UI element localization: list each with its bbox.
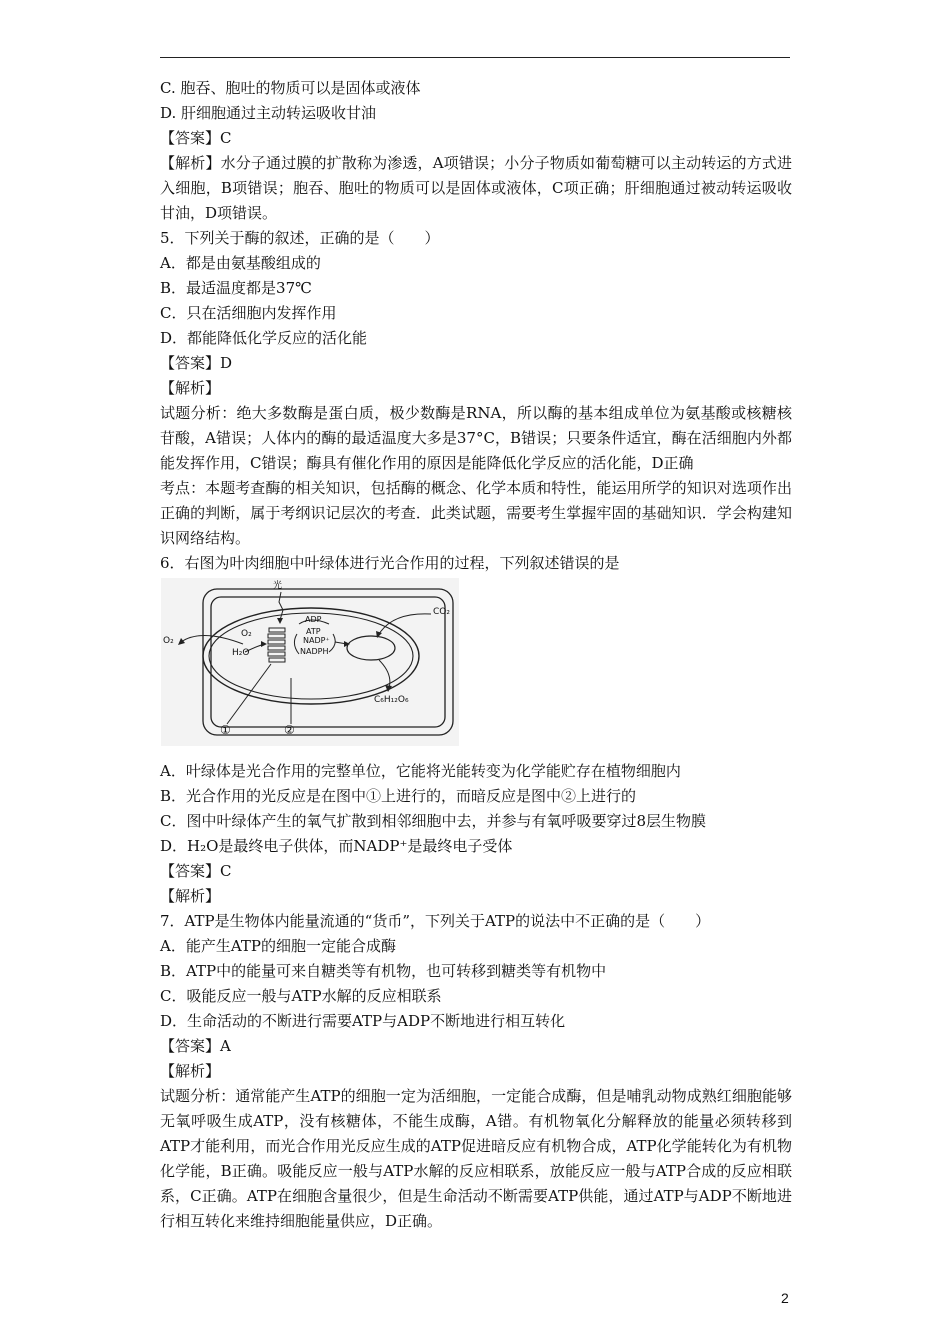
- cell-wall-inner: [211, 597, 445, 727]
- q4-answer: 【答案】C: [160, 129, 232, 147]
- q6-analysis-label: 【解析】: [160, 887, 221, 905]
- document-body: [160, 76, 792, 1234]
- o2-in-label: O₂: [241, 629, 252, 639]
- header-rule: [160, 57, 790, 58]
- q4-option-d: D. 肝细胞通过主动转运吸收甘油: [160, 104, 377, 122]
- q6-option-a: A．叶绿体是光合作用的完整单位，它能将光能转变为化学能贮存在植物细胞内: [160, 762, 681, 780]
- q6-option-b: B．光合作用的光反应是在图中①上进行的，而暗反应是图中②上进行的: [160, 787, 637, 805]
- glucose-label: C₆H₁₂O₆: [374, 695, 409, 705]
- q5-analysis: 试题分析：绝大多数酶是蛋白质，极少数酶是RNA，所以酶的基本组成单位为氨基酸或核糖核苷酸，A错误；人体内的酶的最适温度大多是37°C，B错误；只要条件适宜，酶在活细胞内外都能发挥作用，C错误；酶具有催化作用的原因是能降低化学反应的活化能，D正确: [160, 404, 792, 472]
- co2-label: CO₂: [433, 607, 450, 617]
- q4-option-c: C. 胞吞、胞吐的物质可以是固体或液体: [160, 79, 421, 97]
- h2o-label: H₂O: [232, 648, 250, 658]
- cell-wall-outer: [203, 589, 453, 735]
- o2-out-label: O₂: [163, 636, 174, 646]
- q6-option-c: C．图中叶绿体产生的氧气扩散到相邻细胞中去，并参与有氧呼吸要穿过8层生物膜: [160, 812, 707, 830]
- grana-stack: [268, 628, 285, 662]
- q7-option-b: B．ATP中的能量可来自糖类等有机物，也可转移到糖类等有机物中: [160, 962, 607, 980]
- adp-label: ADP: [305, 615, 322, 624]
- stroma-cycle: [347, 636, 395, 660]
- q5-point: 考点：本题考查酶的相关知识，包括酶的概念、化学本质和特性，能运用所学的知识对选项作出正确的判断，属于考纲识记层次的考查．此类试题，需要考生掌握牢固的基础知识．学会构建知识网络结构。: [160, 479, 792, 547]
- q7-answer: 【答案】A: [160, 1037, 231, 1055]
- q5-option-b: B．最适温度都是37℃: [160, 279, 312, 297]
- q7-option-c: C．吸能反应一般与ATP水解的反应相联系: [160, 987, 442, 1005]
- chloroplast-diagram: [161, 578, 459, 746]
- q7-option-a: A．能产生ATP的细胞一定能合成酶: [160, 937, 396, 955]
- atp-label: ATP: [306, 627, 321, 636]
- page-number: 2: [781, 1290, 789, 1306]
- light-label: 光: [273, 581, 283, 591]
- marker-2: ②: [284, 723, 295, 737]
- q5-stem: 5．下列关于酶的叙述，正确的是（ ）: [160, 229, 440, 247]
- marker-1: ①: [220, 723, 231, 737]
- q5-option-a: A．都是由氨基酸组成的: [160, 254, 321, 272]
- q6-answer: 【答案】C: [160, 862, 232, 880]
- q5-answer: 【答案】D: [160, 354, 233, 372]
- chloroplast-figure: [161, 578, 459, 746]
- q5-option-d: D．都能降低化学反应的活化能: [160, 329, 368, 347]
- nadph-label: NADPH: [300, 647, 329, 656]
- q7-stem: 7．ATP是生物体内能量流通的“货币”，下列关于ATP的说法中不正确的是（ ）: [160, 912, 711, 930]
- q6-stem: 6．右图为叶肉细胞中叶绿体进行光合作用的过程，下列叙述错误的是: [160, 554, 620, 572]
- q4-analysis: 【解析】水分子通过膜的扩散称为渗透，A项错误；小分子物质如葡萄糖可以主动转运的方式进入细胞，B项错误；胞吞、胞吐的物质可以是固体或液体，C项正确；肝细胞通过被动转运吸收甘油，D项错误。: [160, 154, 792, 222]
- q7-option-d: D．生命活动的不断进行需要ATP与ADP不断地进行相互转化: [160, 1012, 566, 1030]
- q7-analysis-label: 【解析】: [160, 1062, 221, 1080]
- q5-option-c: C．只在活细胞内发挥作用: [160, 304, 337, 322]
- nadp-label: NADP⁺: [303, 636, 330, 645]
- q7-analysis: 试题分析：通常能产生ATP的细胞一定为活细胞，一定能合成酶，但是哺乳动物成熟红细胞能够无氧呼吸生成ATP，没有核糖体，不能生成酶，A错。有机物氧化分解释放的能量必须转移到ATP才能利用，而光合作用光反应生成的ATP促进暗反应有机物合成，ATP化学能转化为有机物化学能，B正确。吸能反应一般与ATP水解的反应相联系，放能反应一般与ATP合成的反应相联系，C正确。ATP在细胞含量很少，但是生命活动不断需要ATP供能，通过ATP与ADP不断地进行相互转化来维持细胞能量供应，D正确。: [160, 1087, 792, 1230]
- q6-option-d: D．H₂O是最终电子供体，而NADP⁺是最终电子受体: [160, 837, 513, 855]
- q5-analysis-label: 【解析】: [160, 379, 221, 397]
